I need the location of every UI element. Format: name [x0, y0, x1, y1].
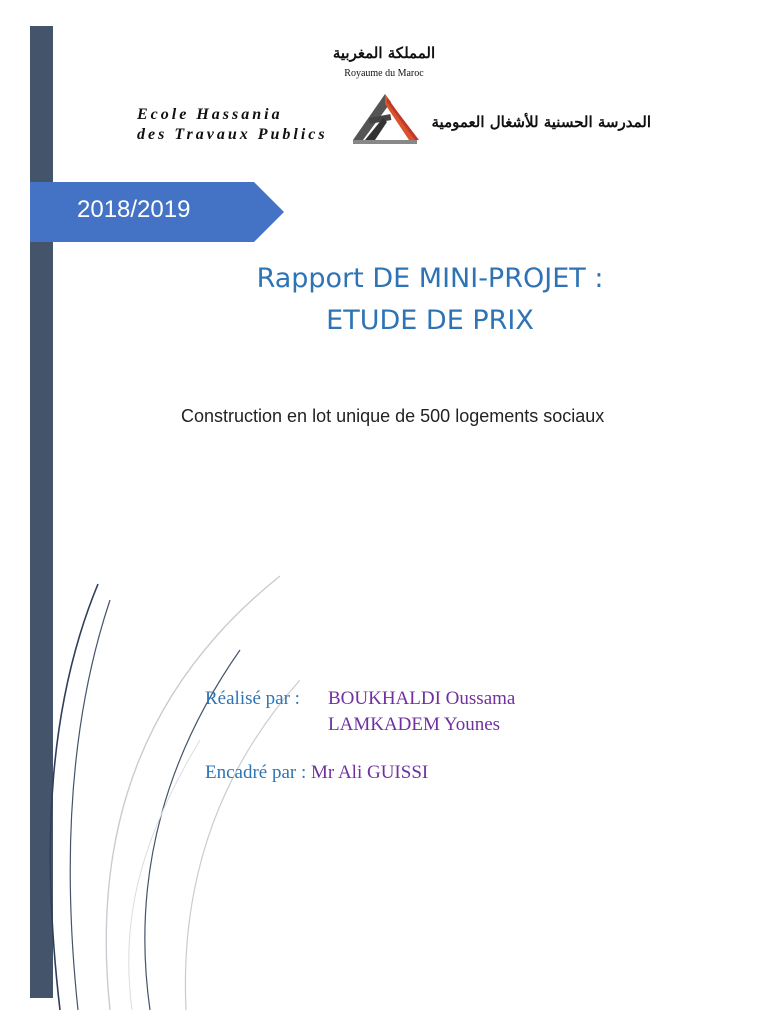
author-name-2: LAMKADEM Younes	[328, 714, 501, 735]
credit-author2-row	[205, 712, 515, 738]
encadre-label: Encadré par :	[205, 762, 307, 783]
ehtp-logo-icon	[347, 88, 421, 148]
credit-realise-row	[205, 686, 515, 712]
report-title	[180, 258, 680, 342]
author-name-1: BOUKHALDI Oussama	[328, 688, 516, 709]
report-title-line2: ETUDE DE PRIX	[326, 305, 534, 336]
kingdom-arabic-title: المملكة المغربية	[332, 44, 436, 62]
credit-gap	[205, 738, 515, 760]
kingdom-caption: Royaume du Maroc	[344, 68, 424, 79]
school-name-arabic: المدرسة الحسنية للأشغال العمومية	[431, 113, 651, 131]
supervisor-name: Mr Ali GUISSI	[311, 762, 429, 783]
school-name-french	[137, 105, 328, 145]
project-subtitle: Construction en lot unique de 500 logements sociaux	[181, 406, 605, 426]
report-title-line1: Rapport DE MINI-PROJET :	[256, 263, 604, 294]
school-name-line2: des Travaux Publics	[137, 126, 328, 143]
school-name-line1: Ecole Hassania	[137, 106, 283, 123]
credit-encadre-row	[205, 760, 515, 786]
credits-block	[205, 686, 515, 786]
academic-year: 2018/2019	[77, 196, 191, 223]
realise-label: Réalisé par :	[205, 688, 300, 709]
